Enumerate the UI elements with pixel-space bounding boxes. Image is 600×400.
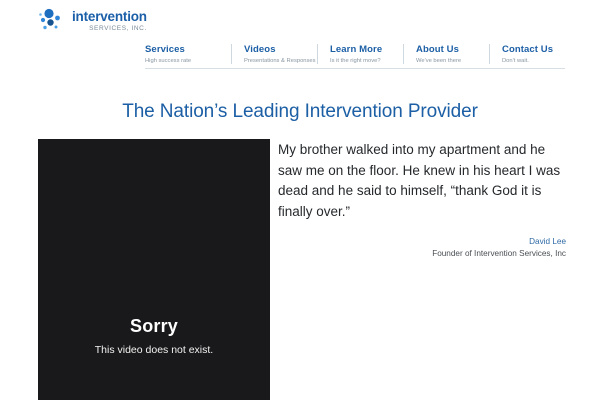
testimonial-author-role: Founder of Intervention Services, Inc <box>432 249 566 259</box>
site-header <box>0 0 600 42</box>
nav-item-subtitle: Don't wait. <box>502 58 529 64</box>
nav-item-contact-us[interactable] <box>489 44 575 64</box>
logo-text <box>72 10 147 32</box>
testimonial <box>278 140 566 261</box>
logo-sub-text: SERVICES, INC. <box>89 24 147 32</box>
nav-divider <box>145 68 565 69</box>
nav-item-title: Services <box>145 44 185 55</box>
nav-item-learn-more[interactable] <box>317 44 403 64</box>
molecule-dots-logo-icon <box>38 8 66 34</box>
nav-item-title: Videos <box>244 44 276 55</box>
nav-item-title: Contact Us <box>502 44 554 55</box>
video-error-title: Sorry <box>129 316 179 336</box>
nav-item-about-us[interactable] <box>403 44 489 64</box>
nav-item-subtitle: We've been there <box>416 58 462 64</box>
nav-item-services[interactable] <box>145 44 231 64</box>
testimonial-attribution <box>278 236 566 261</box>
nav-item-subtitle: High success rate <box>145 58 192 64</box>
logo-link[interactable] <box>38 8 147 34</box>
nav-item-subtitle: Is it the right move? <box>330 58 381 64</box>
nav-item-title: Learn More <box>330 44 383 55</box>
video-error-message: This video does not exist. <box>94 344 214 356</box>
page-title: The Nation’s Leading Intervention Provider <box>122 100 478 122</box>
main-navigation <box>145 44 565 66</box>
nav-item-videos[interactable] <box>231 44 317 64</box>
nav-item-subtitle: Presentations & Responses <box>244 58 316 64</box>
nav-item-title: About Us <box>416 44 460 55</box>
testimonial-text: My brother walked into my apartment and he saw me on the floor. He knew in his heart I was dead and he said to himself, “thank God it is finally over.” <box>278 142 561 219</box>
video-player-placeholder[interactable] <box>38 139 270 400</box>
logo-main-text: intervention <box>72 9 147 24</box>
testimonial-author: David Lee <box>529 237 566 247</box>
